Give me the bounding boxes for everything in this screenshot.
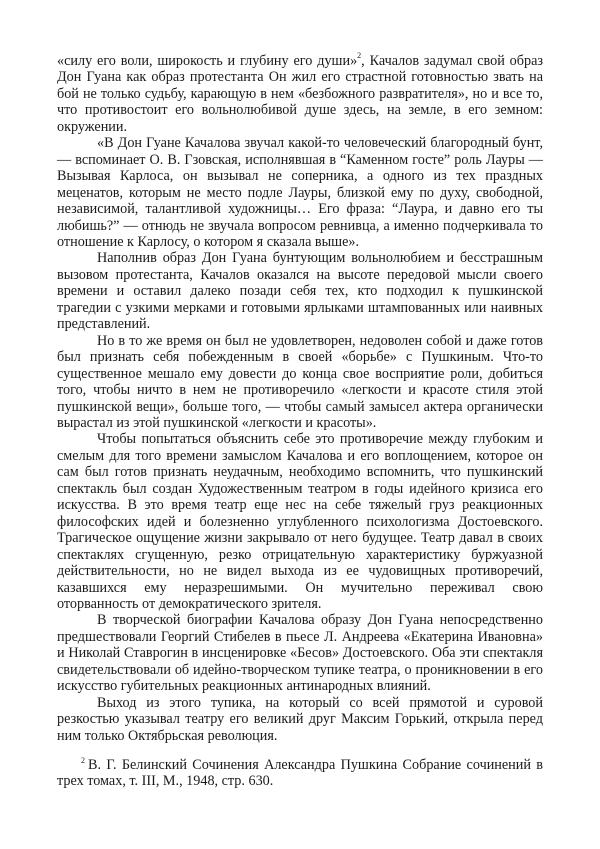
- footnote-2: [57, 757, 543, 790]
- paragraph-text: , Качалов задумал свой образ Дон Гуана как образ протестанта Он жил его страстной готовностью звать на бой не только судьбу, карающую в нем «безбожного развратителя», но и все то, что противостоит его вольнолюбивой душе здесь, на земле, в его земном: окружении.: [57, 53, 543, 135]
- paragraph-protestant-image: Наполнив образ Дон Гуана бунтующим вольнолюбием и бесстрашным вызовом протестанта, Качалов оказался на высоте передовой мысли своего времени и оставил далеко позади себя тех, кто подходил к пушкинской трагедии с узкими мерками и готовыми ярлыками штампованных или наивных представлений.: [57, 250, 543, 333]
- paragraph-creative-biography: В творческой биографии Качалова образу Дон Гуана непосредственно предшествовали Георгий Стибелев в пьесе Л. Андреева «Екатерина Ивановна» и Николай Ставрогин в инсценировке «Бесов» Достоевского. Оба эти спектакля свидетельствовали об идейно-творческом тупике театра, о проникновении в его искусство губительных реакционных антинародных влияний.: [57, 612, 543, 695]
- paragraph-gzovskaya-quote: «В Дон Гуане Качалова звучал какой-то человеческий благородный бунт, — вспоминает О. В. Гзовская, исполнявшая в “Каменном госте” роль Лауры — Вызывая Карлоса, он вызывал не соперника, а одного из тех праздных меценатов, которым не место подле Лауры, близкой ему по духу, свободной, независимой, талантливой художницы… Его фраза: “Лаура, и давно его ты любишь?” — отнюдь не звучала вопросом ревнивца, а именно подчеркивала то отношение к Карлосу, о котором я сказала выше».: [57, 135, 543, 250]
- paragraph-dissatisfaction: Но в то же время он был не удовлетворен, недоволен собой и даже готов был признать себя побежденным в своей «борьбе» с Пушкиным. Что-то существенное мешало ему довести до конца свое восприятие роли, добиться того, чтобы ничто в нем не противоречило «легкости и красоте стиля этой пушкинской вещи», больше того, — чтобы самый замысел актера органически вырастал из этой пушкинской «легкости и красоты».: [57, 332, 543, 431]
- footnote-text: В. Г. Белинский Сочинения Александра Пушкина Собрание сочинений в трех томах, т. III, М., 1948, стр. 630.: [57, 757, 543, 790]
- quote-text: «силу его воли, широкость и глубину его души»: [57, 53, 358, 69]
- footnote-mark: 2: [81, 756, 85, 766]
- paragraph-october-revolution: Выход из этого тупика, на который со всей прямотой и суровой резкостью указывал театру его великий друг Максим Горький, открыла перед ним только Октябрьская революция.: [57, 694, 543, 744]
- paragraph-continuation: [57, 53, 543, 135]
- document-page-body: [57, 53, 543, 744]
- footnote-reference[interactable]: 2: [357, 51, 362, 61]
- paragraph-contradiction: Чтобы попытаться объяснить себе это противоречие между глубоким и смелым для того времени замыслом Качалова и его воплощением, которое он сам был готов признать неудачным, необходимо вспомнить, что пушкинский спектакль был создан Художественным театром в годы идейного кризиса его искусства. В это время театр еще нес на себе тяжелый груз реакционных философских идей и болезненно углубленного психологизма Достоевского. Трагическое ощущение жизни закрывало от него будущее. Театр давал в своих спектаклях сгущенную, резко отрицательную характеристику буржуазной действительности, но не видел выхода из ее чудовищных противоречий, казавшихся ему неразрешимыми. Он мучительно переживал свою оторванность от демократического зрителя.: [57, 431, 543, 612]
- footnotes-section: [57, 757, 543, 790]
